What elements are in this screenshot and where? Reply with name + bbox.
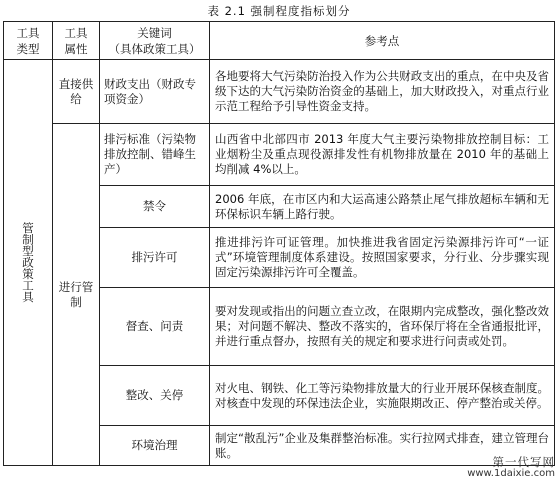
- header-keyword: [100, 22, 210, 60]
- header-reference-point: 参考点: [210, 22, 555, 60]
- reference-cell: 山西省中北部四市 2013 年度大气主要污染物排放控制目标：工业烟粉尘及重点现役源排发性有机物排放量在 2010 年的基础上均削减 4%以上。: [210, 124, 555, 186]
- watermark-line1: 第一代写网: [492, 455, 555, 469]
- header-keyword-line2: （具体政策工具）: [108, 41, 201, 56]
- reference-cell: 各地要将大气污染防治投入作为公共财政支出的重点，在中央及省级下达的大气污染防治资金的基础上，加大财政投入，对重点行业示范工程给予引导性资金支持。: [210, 60, 555, 124]
- keyword-cell: 整改、关停: [100, 366, 210, 426]
- keyword-cell: 督查、问责: [100, 288, 210, 366]
- keyword-cell: 排污标准（污染物排放控制、错峰生产）: [100, 124, 210, 186]
- header-tool-attribute-line2: 属性: [64, 41, 88, 56]
- keyword-cell: 排污许可: [100, 228, 210, 288]
- policy-tools-table: [3, 21, 555, 469]
- header-tool-attribute: [53, 22, 100, 60]
- attribute-regulation-label: 进行管制: [58, 279, 94, 309]
- keyword-cell: 环境治理: [100, 426, 210, 466]
- header-keyword-line1: 关键词: [137, 25, 172, 40]
- header-tool-attribute-line1: 工具: [64, 25, 88, 40]
- attribute-regulation-cell: [53, 124, 100, 466]
- reference-cell: 要对发现或指出的问题立查立改，在限期内完成整改，强化整改效果；对问题不解决、整改不落实的，省环保厅将在全省通报批评，并进行重点督办，按照有关的规定和要求进行问责或处罚。: [210, 288, 555, 366]
- table-row: [4, 124, 555, 186]
- header-tool-type: [4, 22, 53, 60]
- tool-type-cell: [4, 60, 53, 466]
- tool-type-label: 管制型政策工具: [21, 222, 35, 303]
- attribute-direct-label: 直接供给: [58, 76, 94, 106]
- reference-cell: 制定“散乱污”企业及集群整治标准。实行拉网式排查，建立管理台账。: [210, 426, 555, 466]
- reference-cell: 推进排污许可证管理。加快推进我省固定污染源排污许可“一证式”环境管理制度体系建设。按照国家要求，分行业、分步骤实现固定污染源排污许可全覆盖。: [210, 228, 555, 288]
- header-row: [4, 22, 555, 60]
- table-row: [4, 60, 555, 124]
- keyword-cell: 财政支出（财政专项资金）: [100, 60, 210, 124]
- reference-cell: 2006 年底，在市区内和大运高速公路禁止尾气排放超标车辆和无环保标识车辆上路行驶。: [210, 186, 555, 228]
- watermark: [467, 456, 555, 480]
- header-tool-type-line1: 工具: [16, 25, 40, 40]
- watermark-line2: www.1daixie.com: [467, 468, 555, 479]
- keyword-cell: 禁令: [100, 186, 210, 228]
- header-tool-type-line2: 类型: [16, 41, 40, 56]
- attribute-direct-cell: [53, 60, 100, 124]
- reference-cell: 对火电、钢铁、化工等污染物排放量大的行业开展环保核查制度。对核查中发现的环保违法企业，实施限期改正、停产整治或关停。: [210, 366, 555, 426]
- table-caption: 表 2.1 强制程度指标划分: [207, 4, 351, 18]
